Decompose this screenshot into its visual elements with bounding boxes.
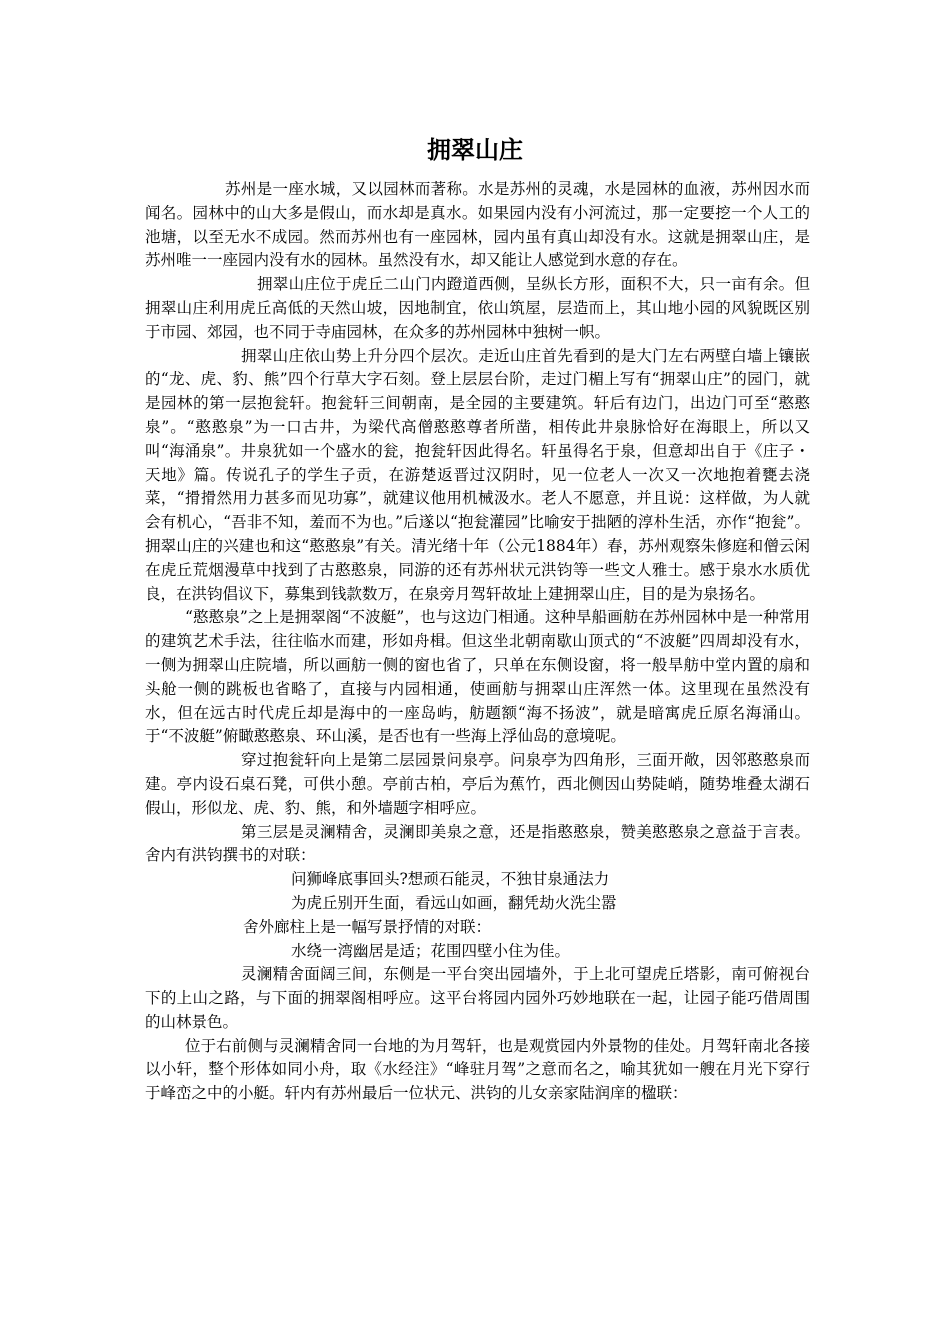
paragraph: 灵澜精舍面阔三间，东侧是一平台突出园墙外，于上北可望虎丘塔影，南可俯视台下的上山之路，与下面的拥翠阁相呼应。这平台将园内园外巧妙地联在一起，让园子能巧借周围的山林景色。	[145, 965, 810, 1031]
couplet-line: 问狮峰底事回头?想顽石能灵，不独甘泉通法力	[291, 870, 610, 889]
couplet-line: 水绕一湾幽居是适；花围四壁小住为佳。	[291, 941, 571, 960]
paragraph: 位于右前侧与灵澜精舍同一台地的为月驾轩，也是观赏园内外景物的佳处。月驾轩南北各接以小轩，整个形体如同小舟，取《水经注》“峰驻月驾”之意而名之，喻其犹如一艘在月光下穿行于峰峦之中的小艇。轩内有苏州最后一位状元、洪钧的儿女亲家陆润庠的楹联：	[145, 1036, 810, 1103]
paragraph: 拥翠山庄依山势上升分四个层次。走近山庄首先看到的是大门左右两壁白墙上镶嵌的“龙、虎、豹、熊”四个行草大字石刻。登上层层台阶，走过门楣上写有“拥翠山庄”的园门，就是园林的第一层抱瓮轩。抱瓮轩三间朝南，是全园的主要建筑。轩后有边门，出边门可至“憨憨泉”。“憨憨泉”为一口古井，为梁代高僧憨憨尊者所凿，相传此井泉脉恰好在海眼上，所以又叫“海涌泉”。井泉犹如一个盛水的瓮，抱瓮轩因此得名。轩虽得名于泉，但意却出自于《庄子・天地》篇。传说孔子的学生子贡，在游楚返晋过汉阴时，见一位老人一次又一次地抱着甕去浇菜，“搰搰然用力甚多而见功寡”，就建议他用机械汲水。老人不愿意，并且说：这样做，为人就会有机心，“吾非不知，羞而不为也。”后遂以“抱瓮灌园”比喻安于拙陋的淳朴生活，亦作“抱瓮”。拥翠山庄的兴建也和这“憨憨泉”有关。清光绪十年（公元1884年）春，苏州观察朱修庭和僧云闲在虎丘荒烟漫草中找到了古憨憨泉，同游的还有苏州状元洪钧等一些文人雅士。感于泉水水质优良，在洪钧倡议下，募集到钱款数万，在泉旁月驾轩故址上建拥翠山庄，目的是为泉扬名。	[145, 346, 810, 603]
paragraph: 苏州是一座水城，又以园林而著称。水是苏州的灵魂，水是园林的血液，苏州因水而闻名。园林中的山大多是假山，而水却是真水。如果园内没有小河流过，那一定要挖一个人工的池塘，以至无水不成园。然而苏州也有一座园林，园内虽有真山却没有水。这就是拥翠山庄，是苏州唯一一座园内没有水的园林。虽然没有水，却又能让人感觉到水意的存在。	[145, 180, 810, 270]
paragraph: 拥翠山庄位于虎丘二山门内蹬道西侧，呈纵长方形，面积不大，只一亩有余。但拥翠山庄利用虎丘高低的天然山坡，因地制宜，依山筑屋，层造而上，其山地小园的风貌既区别于市园、郊园，也不同于寺庙园林，在众多的苏州园林中独树一帜。	[145, 275, 810, 341]
paragraph: 舍外廊柱上是一幅写景抒情的对联：	[243, 917, 492, 936]
page-title: 拥翠山庄	[427, 136, 523, 164]
article-body	[145, 178, 810, 1106]
paragraph: 穿过抱瓮轩向上是第二层园景问泉亭。问泉亭为四角形，三面开敞，因邻憨憨泉而建。亭内设石桌石凳，可供小憩。亭前古柏，亭后为蕉竹，西北侧因山势陡峭，随势堆叠太湖石假山，形似龙、虎、豹、熊，和外墙题字相呼应。	[145, 751, 810, 817]
couplet-line: 为虎丘别开生面，看远山如画，翻凭劫火洗尘嚣	[291, 893, 617, 912]
paragraph: “憨憨泉”之上是拥翠阁“不波艇”，也与这边门相通。这种旱船画舫在苏州园林中是一种常用的建筑艺术手法，往往临水而建，形如舟楫。但这坐北朝南歇山顶式的“不波艇”四周却没有水，一侧为拥翠山庄院墙，所以画舫一侧的窗也省了，只单在东侧设窗，将一般旱舫中堂内置的扇和头舱一侧的跳板也省略了，直接与内园相通，使画舫与拥翠山庄浑然一体。这里现在虽然没有水，但在远古时代虎丘却是海中的一座岛屿，舫题额“海不扬波”，就是暗寓虎丘原名海涌山。于“不波艇”俯瞰憨憨泉、环山溪，是否也有一些海上浮仙岛的意境呢。	[145, 608, 810, 746]
paragraph: 第三层是灵澜精舍，灵澜即美泉之意，还是指憨憨泉，赞美憨憨泉之意益于言表。舍内有洪钧撰书的对联：	[145, 822, 810, 865]
